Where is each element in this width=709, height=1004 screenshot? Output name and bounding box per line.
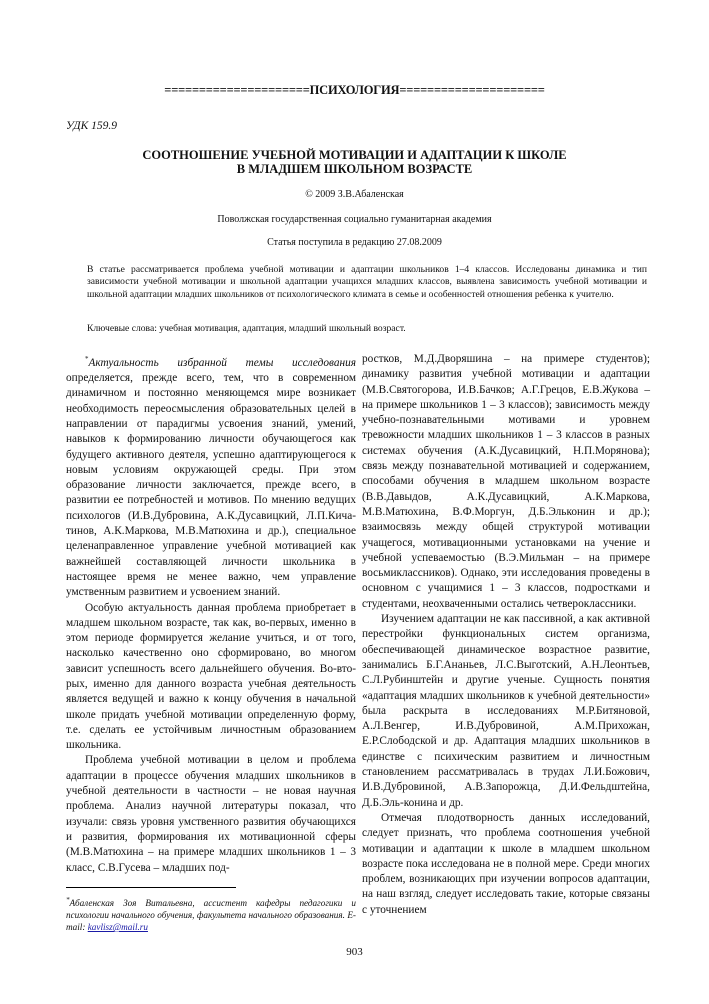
paragraph-1-text: определяется, прежде всего, тем, что в современном динамичном и постоянно меняющемся мире возникает необходимость переосмысления образовательных целей в направлении от парадигмы усвоения знаний, умений, навыков к формированию личности обучающегося как будущего активного деятеля, успешно адаптирующегося к новым условиям окружающей среды. При этом образование личности заключается, прежде всего, в развитии ее потребностей и мотивов. По мнению ведущих психологов (И.В.Дубровина, А.К.Дусавицкий, Л.П.Кича-тинов, А.К.Маркова, М.В.Матюхина и др.), специальное целенаправленное управление учебной мотивацией как важнейшей составляющей личности школьника в настоящее время не менее важно, чем управление умственным развитием и усвоением знаний. <box>66 372 356 599</box>
received-date: Статья поступила в редакцию 27.08.2009 <box>267 237 442 248</box>
paragraph-1-emphasis: Актуальность избранной темы исследования <box>88 356 356 369</box>
affiliation: Поволжская государственная социально гуманитарная академия <box>217 214 492 225</box>
copyright-line: © 2009 З.В.Абаленская <box>305 189 404 200</box>
section-header: =====================ПСИХОЛОГИЯ===================== <box>164 83 545 97</box>
article-title-line-2: В МЛАДШЕМ ШКОЛЬНОМ ВОЗРАСТЕ <box>236 162 473 176</box>
body-column-right <box>362 352 650 918</box>
body-column-left <box>66 352 356 876</box>
footnote-marker: * <box>85 355 89 363</box>
paragraph-5: Отмечая плодотворность данных исследований, следует признать, что проблема соотношения учебной мотивации и адаптации к школе в младшем школьном возрасте пока исследована не в полной мере. Среди многих проблем, возникающих при изучении вопросов адаптации, на наш взгляд, следует исследовать такие, которые связаны с уточнением <box>362 811 650 916</box>
paragraph-2: Особую актуальность данная проблема приобретает в младшем школьном возрасте, так как, во-первых, именно в этом периоде формируется желание учиться, и от того, насколько качественно оно сформировано, во многом зависит успешность всего дальнейшего обучения. Во-вто-рых, именно для данного возраста учебная деятельность является ведущей и важно к концу обучения в начальной школе придать учебной мотивации определенную форму, т.е. сделать ее устойчивым личностным образованием школьника. <box>66 601 356 752</box>
footnote <box>66 894 356 933</box>
udk-code: УДК 159.9 <box>66 120 117 132</box>
paragraph-3-continued: ростков, М.Д.Дворяшина – на примере студентов); динамику развития учебной мотивации и адаптации (М.В.Святогорова, И.В.Бачков; А.Г.Грецов, Е.В.Жукова – на примере школьников 1 – 3 классов); зависимость между учебно-познавательными мотивами и уровнем тревожности младших школьников 1 – 3 классов в разных системах обучения (А.К.Дусавицкий, Н.П.Морянова); связь между познавательной мотивацией и содержанием, способами обучения в младшем школьном возрасте (В.В.Давыдов, А.К.Дусавицкий, А.К.Маркова, М.В.Матюхина, В.Ф.Моргун, Д.Б.Эльконин и др.); взаимосвязь между общей структурой мотивации учащегося, мотивационными установками на учение и учебной успеваемостью (В.Э.Мильман – на примере восьмиклассников). Однако, эти исследования проведены в основном с учащимися 1 – 3 классов, подростками и студентами, неохваченными остались четвероклассники. <box>362 353 650 610</box>
footnote-text: Абаленская Зоя Витальевна, ассистент кафедры педагогики и психологии начального обучения, факультета начального образования. E-mail: <box>66 898 356 933</box>
article-title-line-1: СООТНОШЕНИЕ УЧЕБНОЙ МОТИВАЦИИ И АДАПТАЦИИ К ШКОЛЕ <box>142 148 567 162</box>
paragraph-1 <box>66 352 356 601</box>
footnote-divider <box>66 887 236 888</box>
author-email-link[interactable]: kavlisz@mail.ru <box>87 922 148 933</box>
keywords: Ключевые слова: учебная мотивация, адаптация, младший школьный возраст. <box>87 323 406 334</box>
page-number: 903 <box>346 946 363 958</box>
paragraph-3: Проблема учебной мотивации в целом и проблема адаптации в процессе обучения младших школьников в учебной деятельности в частности – не новая научная проблема. Анализ научной литературы показал, что изучали: связь уровня умственного развития обучающихся и развития, формирования их мотивационной сферы (М.В.Матюхина – на примере младших школьников 1 – 3 класс, С.В.Гусева – младших под- <box>66 754 356 874</box>
article-title <box>0 148 709 176</box>
footnote-marker-bottom: * <box>66 896 70 904</box>
paragraph-4: Изучением адаптации не как пассивной, а как активной перестройки функциональных систем организма, обеспечивающей динамическое возрастное развитие, занимались Б.Г.Ананьев, Л.С.Выготский, А.Н.Леонтьев, С.Л.Рубинштейн и другие ученые. Сущность понятия «адаптация младших школьников к учебной деятельности» была раскрыта в исследованиях М.Р.Битяновой, А.Л.Венгер, И.В.Дубровиной, А.М.Прихожан, Е.Р.Слободской и др. Адаптация младших школьников в единстве с психическим развитием и личностным становлением рассматривалась в трудах Л.И.Божович, И.В.Дубровиной, А.В.Запорожца, Д.И.Фельдштейна, Д.Б.Эль-конина и др. <box>362 613 650 809</box>
abstract: В статье рассматривается проблема учебной мотивации и адаптации школьников 1–4 классов. Исследованы динамика и тип зависимости учебной мотивации и школьной адаптации учащихся младших классов, выявлена зависимость учебной мотивации и школьной адаптации младших школьников от психологического климата в семье и особенностей отношения ребенка к учителю. <box>87 264 647 300</box>
